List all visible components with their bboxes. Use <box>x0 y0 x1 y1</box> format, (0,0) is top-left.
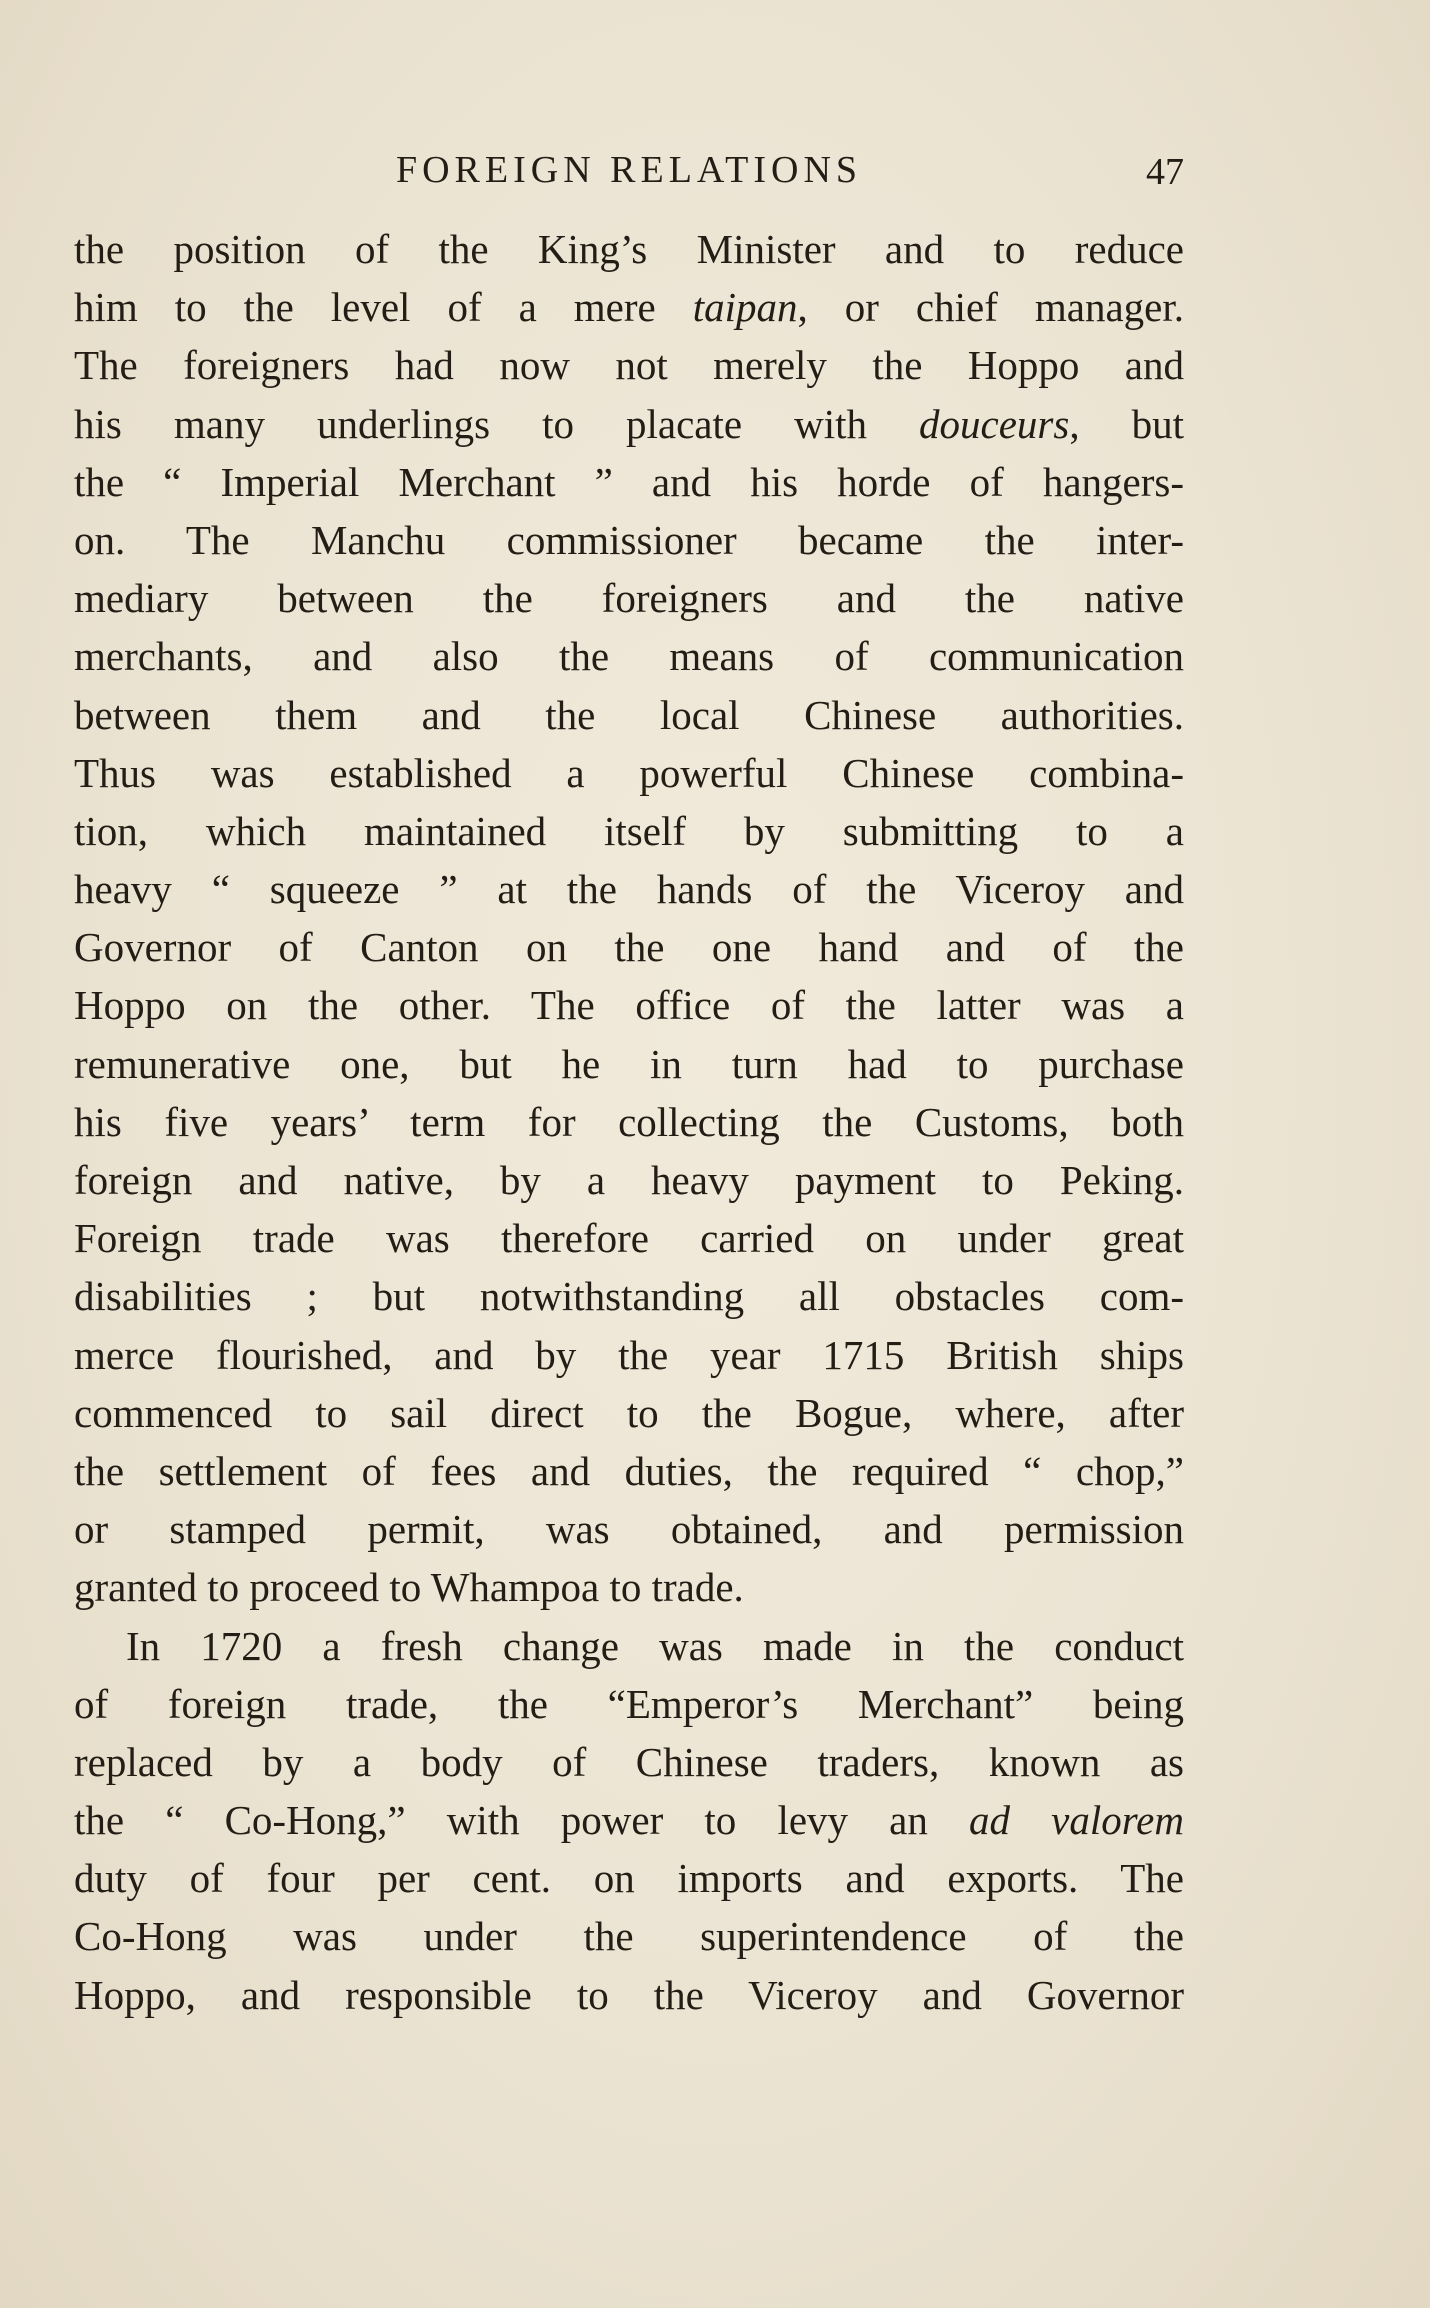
text-span: the “ Co-Hong,” with power to levy an <box>74 1797 970 1844</box>
text-line: tion, which maintained itself by submitting to a <box>74 807 1184 854</box>
italic-term: douceurs <box>919 400 1070 447</box>
text-line <box>74 1791 1184 1849</box>
text-line: between them and the local Chinese authorities. <box>74 691 1184 738</box>
text-span: his many underlings to placate with <box>74 400 920 447</box>
body-text <box>74 220 1184 2024</box>
text-line: the “ Imperial Merchant ” and his horde of hangers- <box>74 458 1184 505</box>
italic-term: taipan <box>692 284 798 331</box>
text-line: on. The Manchu commissioner became the inter- <box>74 516 1184 563</box>
text-line: Co-Hong was under the superintendence of the <box>74 1913 1184 1960</box>
text-line: The foreigners had now not merely the Hoppo and <box>74 342 1184 389</box>
text-line: merchants, and also the means of communication <box>74 633 1184 680</box>
text-line: Thus was established a powerful Chinese combina- <box>74 749 1184 796</box>
text-line: disabilities ; but notwithstanding all obstacles com- <box>74 1273 1184 1320</box>
text-line: replaced by a body of Chinese traders, known as <box>74 1738 1184 1785</box>
text-line: commenced to sail direct to the Bogue, where, after <box>74 1389 1184 1436</box>
text-line: mediary between the foreigners and the native <box>74 575 1184 622</box>
text-line: the position of the King’s Minister and to reduce <box>74 226 1184 272</box>
text-line: granted to proceed to Whampoa to trade. <box>74 1564 744 1611</box>
text-line: of foreign trade, the “Emperor’s Merchant” being <box>74 1680 1184 1727</box>
text-line: Hoppo, and responsible to the Viceroy and Governor <box>74 1971 1184 2018</box>
text-line: Hoppo on the other. The office of the latter was a <box>74 982 1184 1029</box>
italic-term: ad valorem <box>969 1797 1184 1844</box>
text-span: , or chief manager. <box>797 284 1184 331</box>
text-line: foreign and native, by a heavy payment to Peking. <box>74 1157 1184 1203</box>
page-number: 47 <box>1146 151 1184 193</box>
text-line: the settlement of fees and duties, the required “ chop,” <box>74 1447 1184 1494</box>
text-line: remunerative one, but he in turn had to purchase <box>74 1040 1184 1087</box>
text-line: heavy “ squeeze ” at the hands of the Viceroy and <box>74 866 1184 913</box>
text-span: him to the level of a mere <box>74 284 693 331</box>
running-head <box>74 148 1184 198</box>
text-line: his five years’ term for collecting the Customs, both <box>74 1098 1184 1145</box>
text-line: merce flourished, and by the year 1715 British ships <box>74 1331 1184 1378</box>
text-line: Governor of Canton on the one hand and of the <box>74 924 1184 971</box>
text-line <box>74 395 1184 453</box>
text-line: Foreign trade was therefore carried on under great <box>74 1215 1184 1262</box>
text-span: , but <box>1069 400 1184 447</box>
text-line <box>74 278 1184 336</box>
text-line: In 1720 a fresh change was made in the conduct <box>126 1622 1184 1669</box>
text-line: duty of four per cent. on imports and exports. The <box>74 1855 1184 1902</box>
text-line: or stamped permit, was obtained, and permission <box>74 1506 1184 1553</box>
running-title: FOREIGN RELATIONS <box>395 149 863 191</box>
